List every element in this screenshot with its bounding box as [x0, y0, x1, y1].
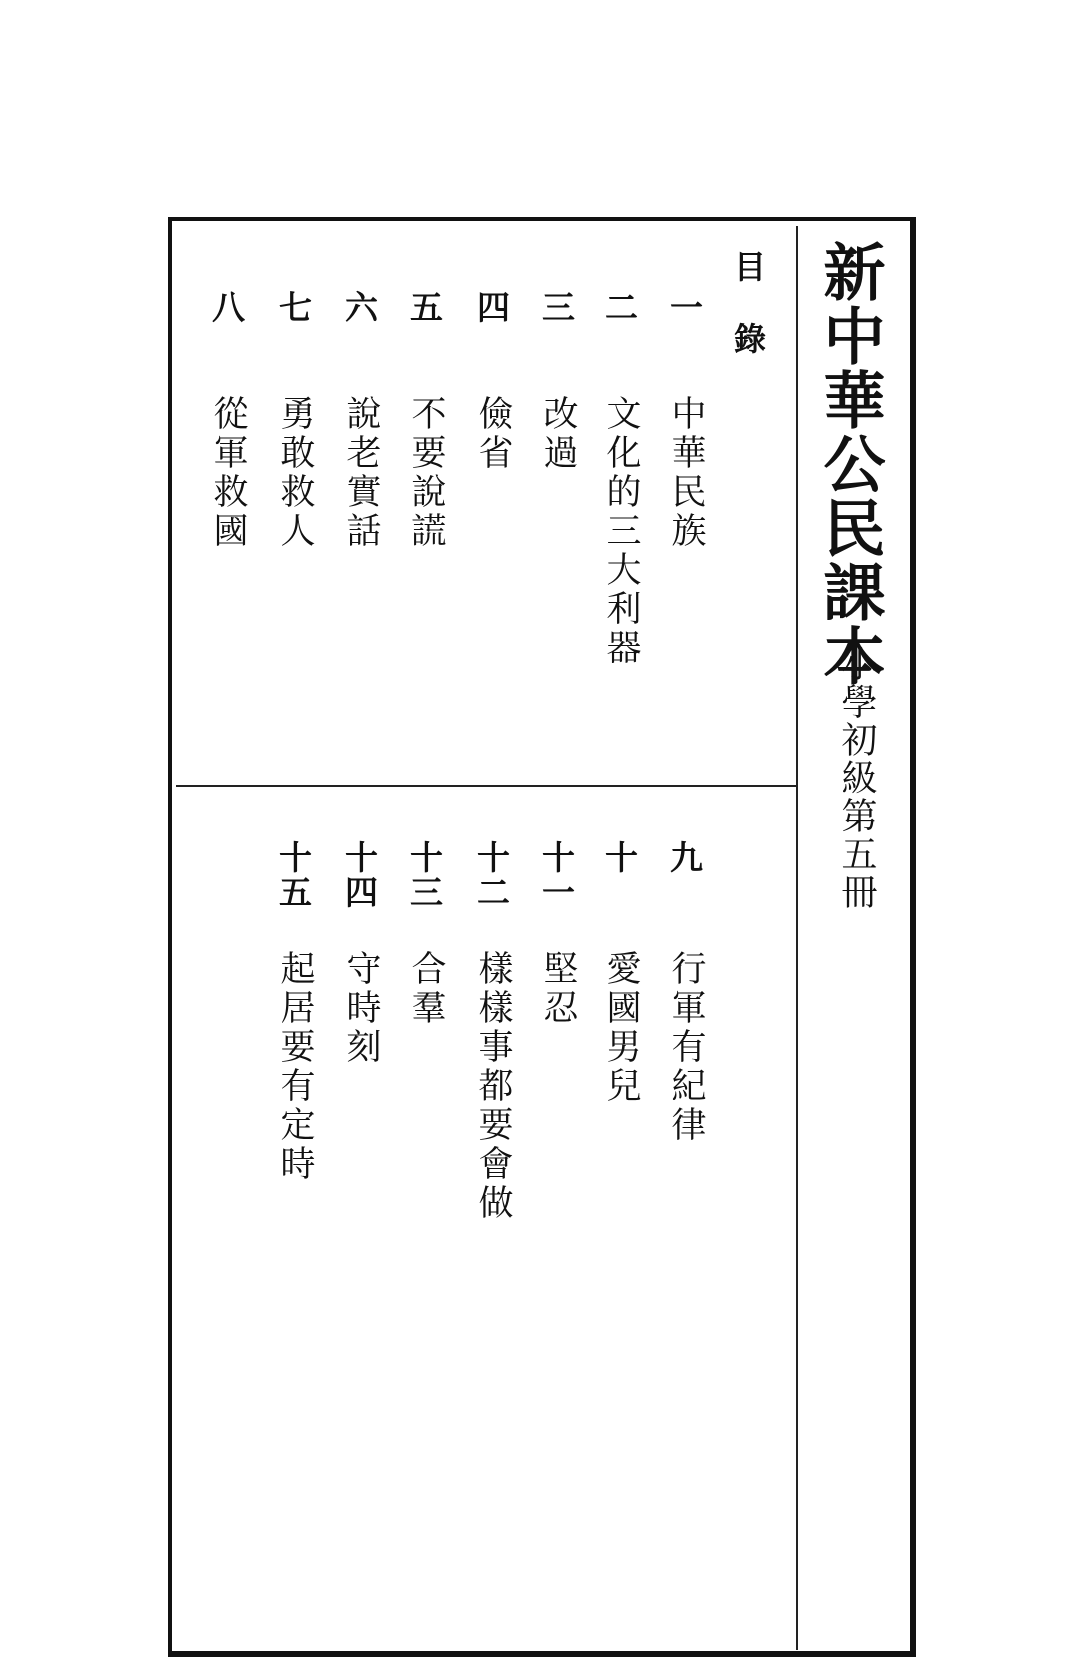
toc-entry-number: 十 — [600, 840, 639, 875]
toc-entry-title: 樣樣事都要會做 — [473, 950, 513, 1223]
toc-entry-number: 三 — [537, 290, 576, 325]
toc-entry-title: 中華民族 — [666, 395, 706, 551]
toc-entry-number: 七 — [274, 290, 313, 325]
toc-entry-number: 一 — [665, 290, 704, 325]
toc-entry-number: 九 — [665, 840, 704, 875]
toc-entry-title: 守時刻 — [341, 950, 381, 1067]
toc-entry-title: 起居要有定時 — [275, 950, 315, 1184]
toc-entry-number: 六 — [340, 290, 379, 325]
toc-entry-title: 儉省 — [473, 395, 513, 473]
toc-entry-number: 二 — [600, 290, 639, 325]
toc-entry-title: 行軍有紀律 — [666, 950, 706, 1145]
title-column-divider — [796, 226, 798, 1650]
toc-heading: 目錄 — [729, 250, 767, 394]
book-title: 新中華公民課本 — [813, 240, 886, 688]
toc-entry-title: 說老實話 — [341, 395, 381, 551]
toc-entry-title: 文化的三大利器 — [601, 395, 641, 668]
toc-entry-title: 愛國男兒 — [601, 950, 641, 1106]
book-subtitle: 小學初級第五冊 — [836, 645, 877, 911]
toc-entry-number: 十三 — [405, 840, 444, 910]
toc-entry-title: 改過 — [538, 395, 578, 473]
toc-entry-title: 從軍救國 — [208, 395, 248, 551]
toc-entry-title: 不要說謊 — [406, 395, 446, 551]
toc-entry-number: 八 — [207, 290, 246, 325]
toc-entry-number: 十二 — [472, 840, 511, 910]
toc-entry-number: 四 — [472, 290, 511, 325]
toc-section-divider — [176, 785, 796, 787]
toc-entry-number: 十一 — [537, 840, 576, 910]
toc-entry-number: 十四 — [340, 840, 379, 910]
toc-entry-title: 堅忍 — [538, 950, 578, 1028]
toc-entry-number: 十五 — [274, 840, 313, 910]
toc-entry-number: 五 — [405, 290, 444, 325]
toc-entry-title: 合羣 — [406, 950, 446, 1028]
toc-entry-title: 勇敢救人 — [275, 395, 315, 551]
